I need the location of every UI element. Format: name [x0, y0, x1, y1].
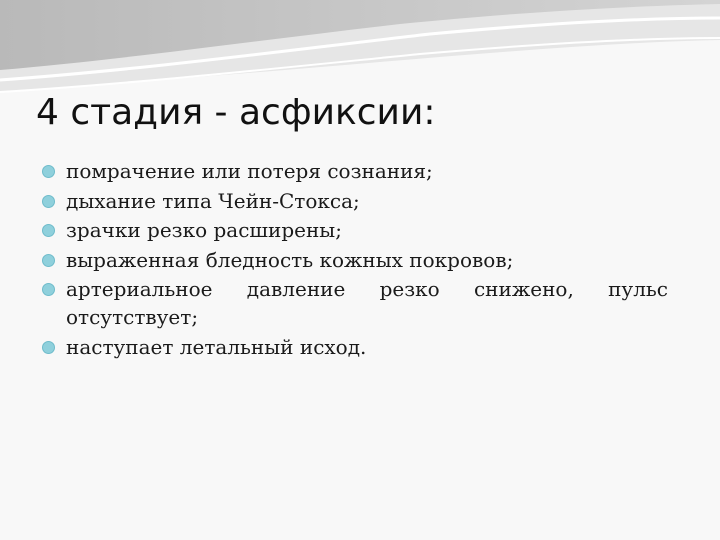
- bullet-icon: [42, 254, 55, 267]
- bullet-icon: [42, 195, 55, 208]
- bullet-icon: [42, 341, 55, 354]
- bullet-list: [40, 157, 668, 362]
- list-item-text: дыхание типа Чейн-Стокса;: [66, 188, 360, 213]
- list-item-text: выраженная бледность кожных покровов;: [66, 247, 514, 272]
- slide-title: 4 стадия - асфиксии:: [36, 92, 436, 133]
- list-item-text: артериальное давление резко снижено, пульс отсутствует;: [66, 277, 668, 329]
- list-item-text: помрачение или потеря сознания;: [66, 159, 433, 183]
- list-item-text: зрачки резко расширены;: [66, 218, 342, 242]
- list-item: [40, 216, 668, 244]
- list-item-text: наступает летальный исход.: [66, 334, 367, 359]
- list-item: [40, 246, 668, 274]
- list-item: [40, 275, 668, 331]
- bullet-icon: [42, 224, 55, 237]
- list-item: [40, 187, 668, 215]
- list-item: [40, 333, 668, 361]
- bullet-icon: [42, 283, 55, 296]
- list-item: [40, 157, 668, 185]
- bullet-icon: [42, 165, 55, 178]
